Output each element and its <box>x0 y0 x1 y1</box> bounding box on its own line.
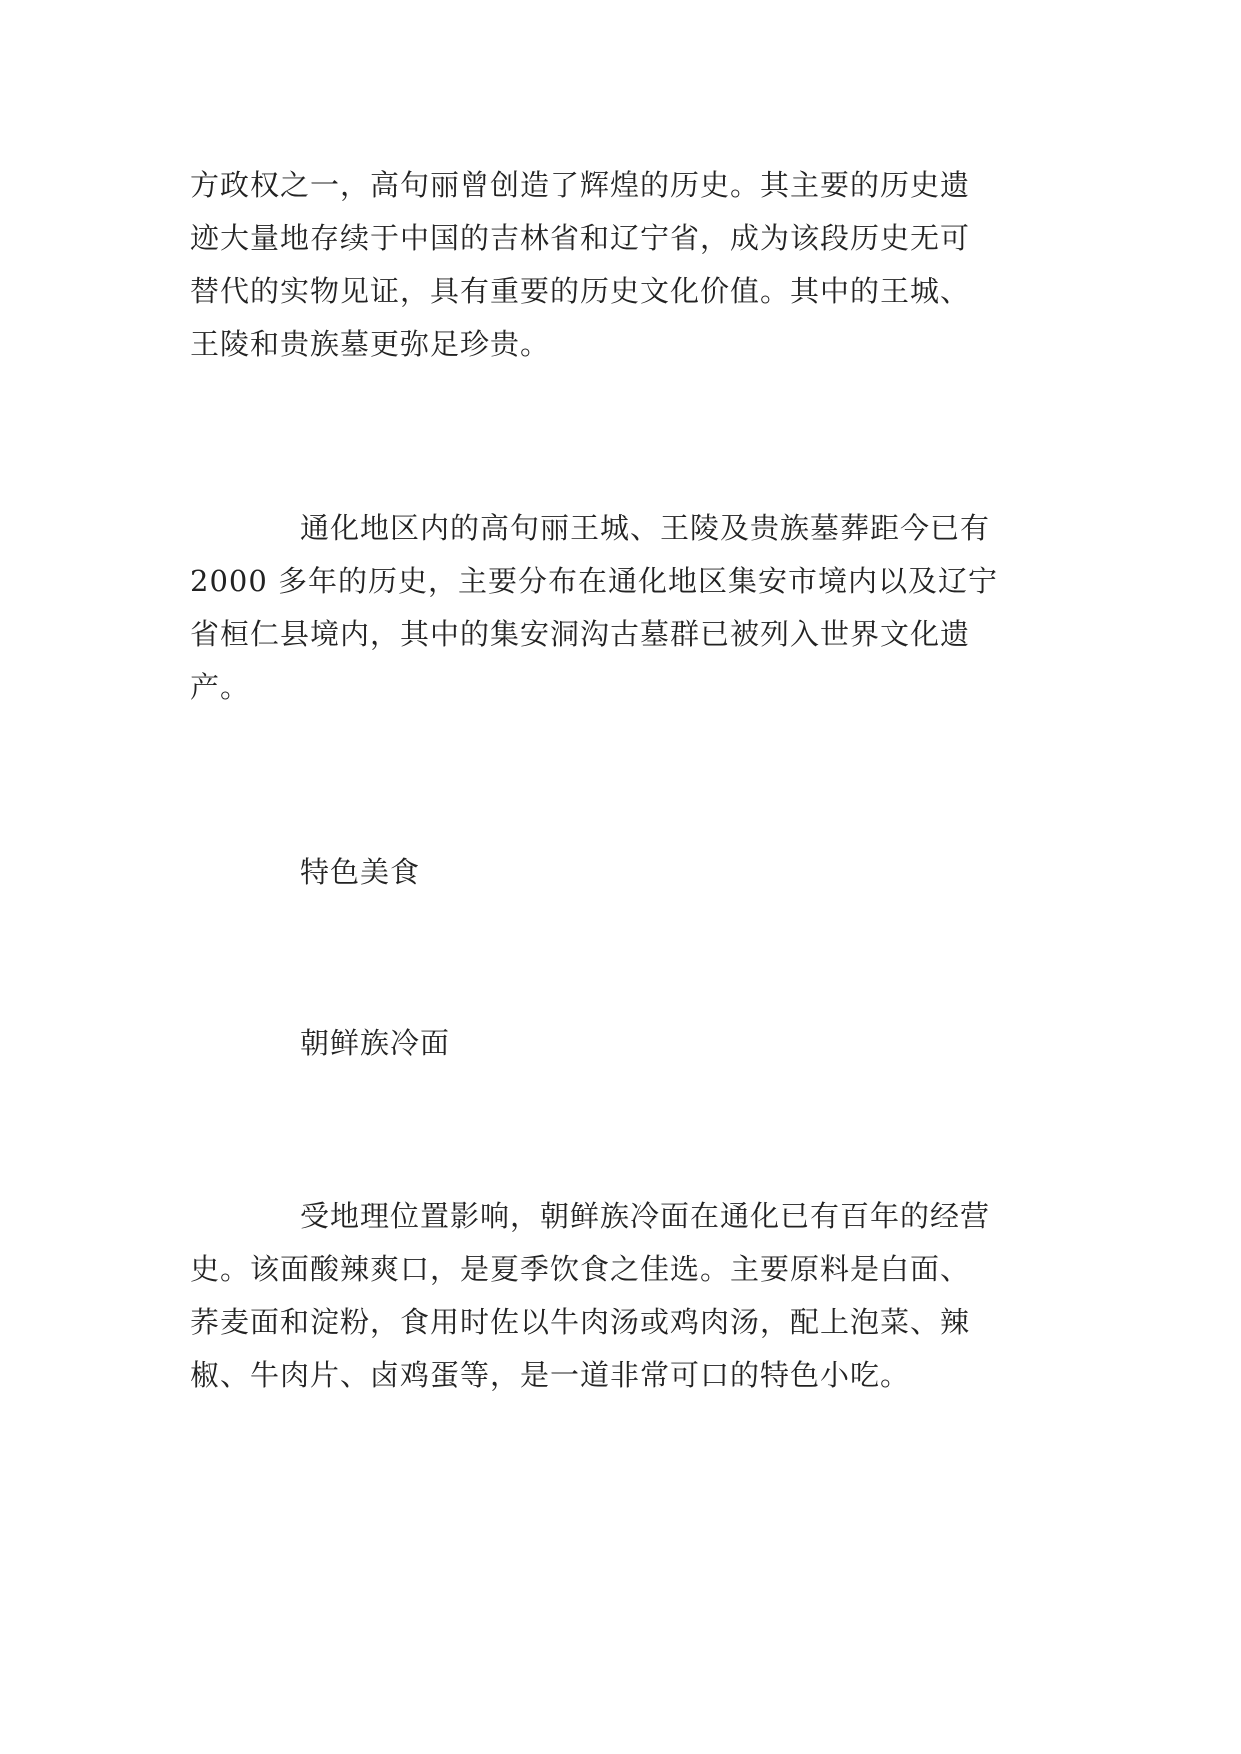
paragraph-line: 荞麦面和淀粉，食用时佐以牛肉汤或鸡肉汤，配上泡菜、辣 <box>190 1305 971 1339</box>
paragraph-tombs <box>190 502 1060 714</box>
paragraph-line: 产。 <box>190 670 251 704</box>
heading-cold-noodles <box>190 1017 1060 1070</box>
paragraph-line: 受地理位置影响，朝鲜族冷面在通化已有百年的经营 <box>300 1199 991 1233</box>
paragraph-cold-noodles <box>190 1190 1060 1402</box>
heading-text: 朝鲜族冷面 <box>300 1026 451 1060</box>
paragraph-line: 方政权之一，高句丽曾创造了辉煌的历史。其主要的历史遗 <box>190 168 971 202</box>
paragraph-line: 2000 多年的历史，主要分布在通化地区集安市境内以及辽宁 <box>190 564 999 598</box>
paragraph-line: 替代的实物见证，具有重要的历史文化价值。其中的王城、 <box>190 274 971 308</box>
paragraph-history <box>190 159 1060 371</box>
heading-text: 特色美食 <box>300 855 421 889</box>
heading-specialty-food <box>190 846 1060 899</box>
paragraph-line: 省桓仁县境内，其中的集安洞沟古墓群已被列入世界文化遗 <box>190 617 971 651</box>
paragraph-line: 椒、牛肉片、卤鸡蛋等，是一道非常可口的特色小吃。 <box>190 1358 911 1392</box>
paragraph-line: 史。该面酸辣爽口，是夏季饮食之佳选。主要原料是白面、 <box>190 1252 971 1286</box>
paragraph-line: 迹大量地存续于中国的吉林省和辽宁省，成为该段历史无可 <box>190 221 971 255</box>
paragraph-line: 王陵和贵族墓更弥足珍贵。 <box>190 327 551 361</box>
paragraph-line: 通化地区内的高句丽王城、王陵及贵族墓葬距今已有 <box>300 511 991 545</box>
